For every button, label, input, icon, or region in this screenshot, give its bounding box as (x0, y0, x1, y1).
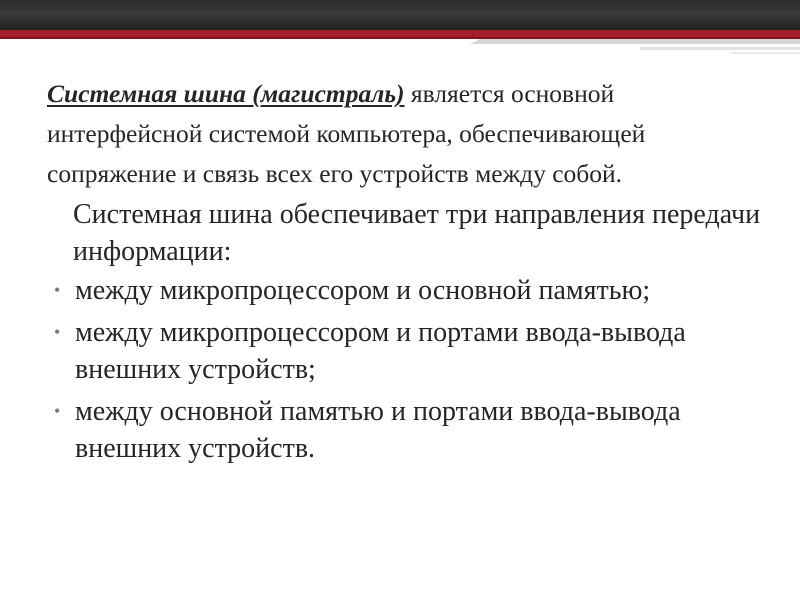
list-item (47, 393, 767, 467)
red-accent-band (0, 30, 800, 39)
stripe-3 (730, 52, 800, 54)
stripe-1 (470, 39, 800, 44)
decorative-stripes (470, 39, 800, 59)
bullet-icon: • (54, 322, 61, 342)
list-item-text: между микропроцессором и портами ввода-вывода внешних устройств; (75, 317, 686, 385)
intro-paragraph (47, 74, 767, 194)
list-item (47, 314, 767, 388)
intro-text: является основной интерфейсной системой компьютера, обеспечивающей сопряжение и связь всех его устройств между собой. (47, 79, 646, 188)
bullet-list (47, 272, 767, 467)
slide-content (47, 74, 767, 472)
list-item-text: между микропроцессором и основной памятью; (75, 275, 651, 306)
lead-paragraph: Системная шина обеспечивает три направления передачи информации: (73, 199, 761, 267)
list-item-text: между основной памятью и портами ввода-вывода внешних устройств. (75, 396, 681, 464)
top-dark-band (0, 0, 800, 30)
bullet-icon: • (54, 280, 61, 300)
defined-term: Системная шина (магистраль) (47, 79, 405, 108)
list-item (47, 272, 767, 309)
stripe-2 (640, 47, 800, 50)
bullet-icon: • (54, 401, 61, 421)
